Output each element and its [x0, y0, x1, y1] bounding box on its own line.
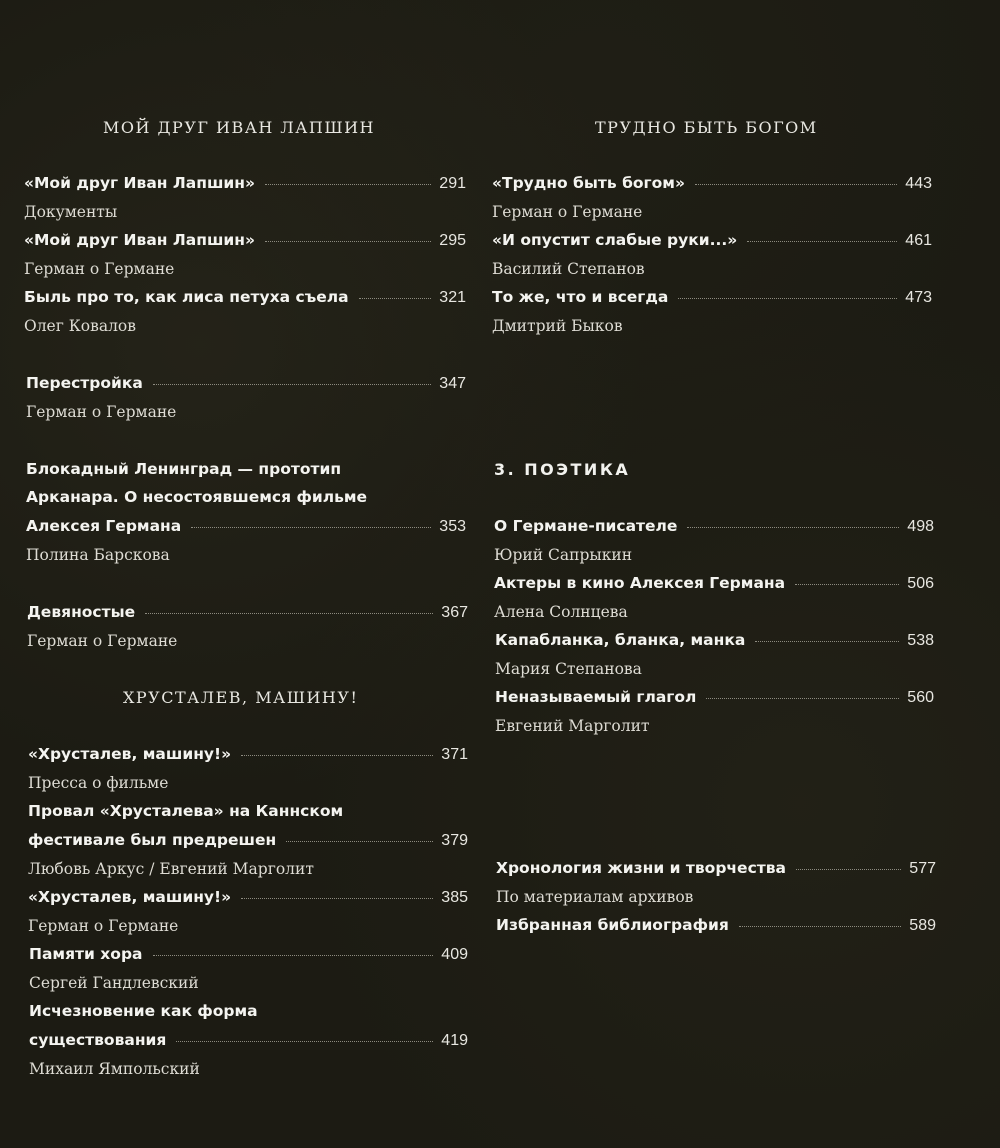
entry-title: Быль про то, как лиса петуха съела — [24, 288, 349, 306]
entry-title: «И опустит слабые руки...» — [492, 231, 738, 249]
entry-author: Олег Ковалов — [24, 317, 136, 335]
entry-title: фестивале был предрешен — [28, 831, 277, 849]
leader-dots — [191, 527, 431, 528]
page-number: 367 — [441, 604, 468, 621]
section-title-trudno: ТРУДНО БЫТЬ БОГОМ — [595, 118, 818, 137]
entry-title: «Трудно быть богом» — [492, 174, 685, 192]
toc-entry[interactable] — [495, 688, 934, 712]
leader-dots — [241, 755, 433, 756]
entry-author: Герман о Германе — [492, 203, 643, 221]
leader-dots — [145, 613, 433, 614]
entry-title: Девяностые — [27, 603, 136, 621]
page-number: 577 — [909, 860, 936, 877]
page-number: 379 — [441, 832, 468, 849]
page-number: 353 — [439, 518, 466, 535]
leader-dots — [796, 869, 901, 870]
entry-title: Неназываемый глагол — [495, 688, 697, 706]
entry-title: Избранная библиография — [496, 916, 729, 934]
entry-title-line[interactable]: Провал «Хрусталева» на Каннском — [28, 802, 344, 820]
entry-author: Алена Солнцева — [494, 603, 628, 621]
page-number: 321 — [439, 289, 466, 306]
entry-title: О Германе-писателе — [494, 517, 678, 535]
entry-title: То же, что и всегда — [492, 288, 669, 306]
entry-title: Хронология жизни и творчества — [496, 859, 787, 877]
toc-entry[interactable] — [24, 174, 466, 198]
entry-author: Любовь Аркус / Евгений Марголит — [28, 860, 314, 878]
entry-author: Михаил Ямпольский — [29, 1060, 200, 1078]
entry-author: Документы — [24, 203, 118, 221]
leader-dots — [153, 384, 431, 385]
toc-entry[interactable] — [24, 288, 466, 312]
toc-entry[interactable] — [26, 374, 466, 398]
page-number: 409 — [441, 946, 468, 963]
entry-title-line[interactable]: Исчезновение как форма — [29, 1002, 258, 1020]
toc-entry[interactable] — [24, 231, 466, 255]
entry-author: Евгений Марголит — [495, 717, 650, 735]
entry-author: Мария Степанова — [495, 660, 642, 678]
toc-entry[interactable] — [29, 1031, 468, 1055]
toc-entry[interactable] — [494, 517, 934, 541]
part-title-poetika: 3. ПОЭТИКА — [494, 460, 631, 479]
entry-title: Алексея Германа — [26, 517, 182, 535]
entry-title: «Хрусталев, машину!» — [28, 888, 232, 906]
page-number: 385 — [441, 889, 468, 906]
page-number: 347 — [439, 375, 466, 392]
page-number: 473 — [905, 289, 932, 306]
entry-title: Актеры в кино Алексея Германа — [494, 574, 786, 592]
leader-dots — [176, 1041, 433, 1042]
page-number: 498 — [907, 518, 934, 535]
entry-title: «Мой друг Иван Лапшин» — [24, 174, 255, 192]
page-number: 371 — [441, 746, 468, 763]
leader-dots — [695, 184, 897, 185]
page-number: 419 — [441, 1032, 468, 1049]
leader-dots — [265, 184, 431, 185]
entry-title: Памяти хора — [29, 945, 143, 963]
leader-dots — [359, 298, 432, 299]
toc-entry[interactable] — [495, 631, 934, 655]
page-number: 560 — [907, 689, 934, 706]
entry-author: Дмитрий Быков — [492, 317, 623, 335]
leader-dots — [241, 898, 433, 899]
section-title-khrustalev: ХРУСТАЛЕВ, МАШИНУ! — [123, 688, 359, 707]
toc-entry[interactable] — [492, 231, 932, 255]
section-title-lapshin: МОЙ ДРУГ ИВАН ЛАПШИН — [103, 118, 376, 137]
leader-dots — [706, 698, 899, 699]
entry-title: «Мой друг Иван Лапшин» — [24, 231, 255, 249]
entry-author: Герман о Германе — [24, 260, 175, 278]
entry-title: существования — [29, 1031, 167, 1049]
entry-author: Полина Барскова — [26, 546, 170, 564]
leader-dots — [755, 641, 899, 642]
page-number: 291 — [439, 175, 466, 192]
entry-title: Перестройка — [26, 374, 143, 392]
page-number: 443 — [905, 175, 932, 192]
toc-entry[interactable] — [29, 945, 468, 969]
leader-dots — [795, 584, 899, 585]
entry-title: Капабланка, бланка, манка — [495, 631, 746, 649]
entry-title-line[interactable]: Блокадный Ленинград — прототип — [26, 460, 342, 478]
entry-author: Сергей Гандлевский — [29, 974, 199, 992]
entry-title-line[interactable]: Арканара. О несостоявшемся фильме — [26, 488, 368, 506]
entry-title: «Хрусталев, машину!» — [28, 745, 232, 763]
page-number: 506 — [907, 575, 934, 592]
toc-entry[interactable] — [492, 174, 932, 198]
entry-author: Герман о Германе — [26, 403, 177, 421]
leader-dots — [678, 298, 897, 299]
leader-dots — [747, 241, 897, 242]
page-number: 461 — [905, 232, 932, 249]
leader-dots — [687, 527, 899, 528]
toc-entry[interactable] — [496, 859, 936, 883]
toc-entry[interactable] — [28, 831, 468, 855]
toc-entry[interactable] — [26, 517, 466, 541]
leader-dots — [153, 955, 434, 956]
toc-entry[interactable] — [27, 603, 468, 627]
leader-dots — [265, 241, 431, 242]
entry-author: Пресса о фильме — [28, 774, 169, 792]
entry-author: По материалам архивов — [496, 888, 694, 906]
leader-dots — [286, 841, 433, 842]
toc-entry[interactable] — [492, 288, 932, 312]
toc-entry[interactable] — [496, 916, 936, 940]
page-number: 538 — [907, 632, 934, 649]
entry-author: Герман о Германе — [28, 917, 179, 935]
toc-entry[interactable] — [28, 745, 468, 769]
toc-entry[interactable] — [494, 574, 934, 598]
toc-entry[interactable] — [28, 888, 468, 912]
page-number: 589 — [909, 917, 936, 934]
entry-author: Герман о Германе — [27, 632, 178, 650]
page-number: 295 — [439, 232, 466, 249]
entry-author: Юрий Сапрыкин — [494, 546, 633, 564]
entry-author: Василий Степанов — [492, 260, 645, 278]
leader-dots — [739, 926, 902, 927]
